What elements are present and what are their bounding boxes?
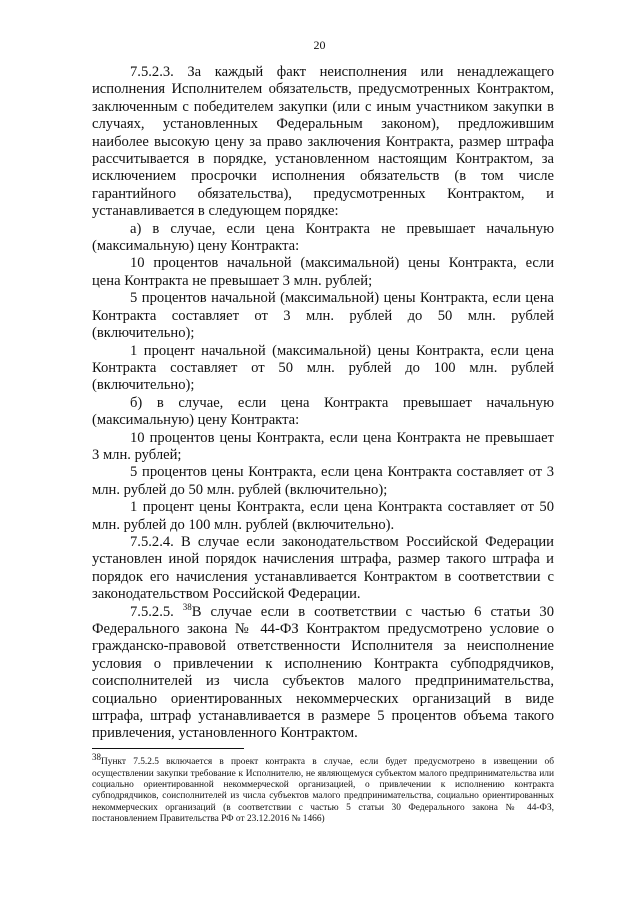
paragraph-case-a: [92, 221, 554, 256]
footnote: [92, 752, 554, 826]
paragraph-b-tier-2: [92, 464, 554, 499]
paragraph-text: 5 процентов цены Контракта, если цена Контракта составляет от 3 млн. рублей до 50 млн. рублей (включительно);: [92, 464, 554, 498]
paragraph-text: а) в случае, если цена Контракта не превышает начальную (максимальную) цену Контракта:: [92, 220, 554, 255]
footnote-reference[interactable]: 38: [182, 601, 192, 612]
paragraph-a-tier-1: [92, 255, 554, 290]
paragraph-b-tier-1: [92, 430, 554, 465]
paragraph-text: 10 процентов начальной (максимальной) цены Контракта, если цена Контракта не превышает 3 млн. рублей;: [92, 255, 554, 289]
footnote-marker: 38: [92, 752, 101, 762]
paragraph-7-5-2-3: [92, 64, 554, 221]
clause-number: 7.5.2.4.: [130, 533, 174, 550]
paragraph-text: В случае если законодательством Российской Федерации установлен иной порядок начисления штрафа, размер такого штрафа и порядок его начисления устанавливается Контрактом в соответствии с законодательством Российской Федерации.: [92, 533, 554, 603]
footnote-text: Пункт 7.5.2.5 включается в проект контракта в случае, если будет предусмотрено в извещении об осуществлении закупки требование к Исполнителю, не являющемуся субъектом малого предпринимательства или социально ориентированной некоммерческой организацией, о привлечении к исполнению контракта субподрядчиков, соисполнителей из числа субъектов малого предпринимательства, социально ориентированных некоммерческих организаций (в соответствии с частью 5 статьи 30 Федерального закона № 44-ФЗ, постановлением Правительства РФ от 23.12.2016 № 1466): [92, 757, 554, 825]
paragraph-a-tier-2: [92, 290, 554, 342]
document-body: [92, 64, 554, 743]
paragraph-7-5-2-5: [92, 601, 554, 743]
paragraph-case-b: [92, 395, 554, 430]
paragraph-text: 1 процент начальной (максимальной) цены Контракта, если цена Контракта составляет от 50 млн. рублей до 100 млн. рублей (включительно);: [92, 342, 554, 394]
paragraph-a-tier-3: [92, 343, 554, 395]
footnote-separator: [92, 748, 244, 749]
paragraph-text: 5 процентов начальной (максимальной) цены Контракта, если цена Контракта составляет от 3 млн. рублей до 50 млн. рублей (включительно);: [92, 290, 554, 342]
page-number: 20: [313, 38, 326, 52]
clause-number: 7.5.2.3.: [130, 64, 174, 80]
paragraph-text: б) в случае, если цена Контракта превышает начальную (максимальную) цену Контракта:: [92, 394, 554, 429]
paragraph-b-tier-3: [92, 499, 554, 534]
paragraph-text: 10 процентов цены Контракта, если цена Контракта не превышает 3 млн. рублей;: [92, 429, 554, 463]
clause-number: 7.5.2.5.: [130, 603, 174, 620]
paragraph-text: 1 процент цены Контракта, если цена Контракта составляет от 50 млн. рублей до 100 млн. рублей (включительно).: [92, 499, 554, 533]
paragraph-text: За каждый факт неисполнения или ненадлежащего исполнения Исполнителем обязательств, предусмотренных Контрактом, заключенным с победителем закупки (или с иным участником закупки в случаях, установленных Федеральным законом), предложившим наиболее высокую цену за право заключения Контракта, размер штрафа рассчитывается в порядке, установленном настоящим Контрактом, за исключением просрочки исполнения обязательств (в том числе гарантийного обязательства), предусмотренных Контрактом, и устанавливается в следующем порядке:: [92, 64, 554, 220]
footnote-text-block: [92, 752, 554, 826]
paragraph-7-5-2-4: [92, 534, 554, 604]
paragraph-text: В случае если в соответствии с частью 6 статьи 30 Федерального закона № 44-ФЗ Контрактом предусмотрено условие о гражданско-правовой ответственности Исполнителя за неисполнение условия о привлечении к исполнению Контракта субподрядчиков, соисполнителей из числа субъектов малого предпринимательства, социально ориентированных некоммерческих организаций в виде штрафа, штраф устанавливается в размере 5 процентов объема такого привлечения, установленного Контрактом.: [92, 603, 554, 742]
